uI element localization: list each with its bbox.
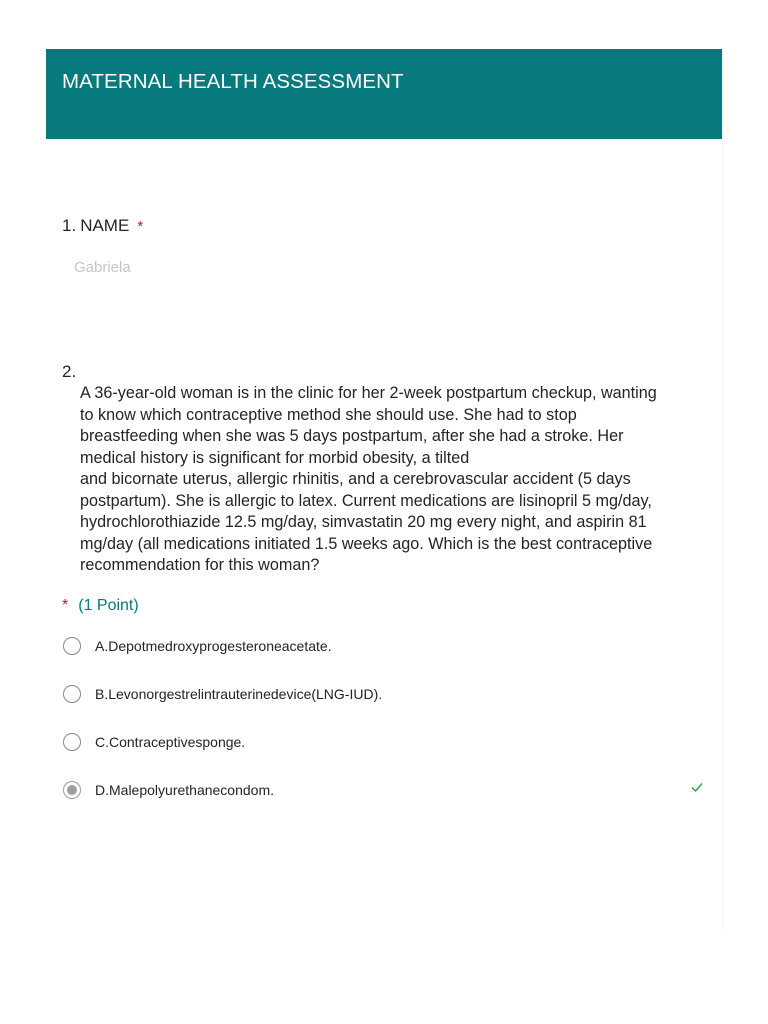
radio-button[interactable]: [63, 685, 81, 703]
question-2-text: A 36-year-old woman is in the clinic for her 2-week postpartum checkup, wanting to know which contraceptive method she should use. She had to stop breastfeeding when she was 5 days postpartum, after she had a stroke. Her medical history is significant for morbid obesity, a tilted and bicornate uterus, allergic rhinitis, and a cerebrovascular accident (5 days postpartum). She is allergic to latex. Current medications are lisinopril 5 mg/day, hydrochlorothiazide 12.5 mg/day, simvastatin 20 mg every night, and aspirin 81 mg/day (all medications initiated 1.5 weeks ago. Which is the best contraceptive recommendation for this woman?: [80, 384, 657, 574]
option-b-label: B.Levonorgestrelintrauterinedevice(LNG-IUD).: [95, 686, 383, 702]
required-asterisk: *: [62, 597, 69, 614]
name-answer-field[interactable]: [74, 259, 374, 276]
required-asterisk: *: [137, 218, 144, 235]
form-card: [46, 49, 723, 929]
question-1-title: [62, 216, 143, 236]
option-a[interactable]: [63, 637, 703, 659]
question-2-number: 2.: [62, 362, 77, 381]
form-title: MATERNAL HEALTH ASSESSMENT: [62, 70, 404, 93]
question-2-points-row: [62, 597, 139, 615]
question-1-number: 1.: [62, 216, 77, 235]
points-label: (1 Point): [78, 597, 139, 614]
radio-button-selected[interactable]: [63, 781, 81, 799]
check-icon: [689, 779, 705, 795]
option-d-label: D.Malepolyurethanecondom.: [95, 782, 274, 798]
option-b[interactable]: [63, 685, 703, 707]
option-d[interactable]: [63, 781, 703, 803]
option-a-label: A.Depotmedroxyprogesteroneacetate.: [95, 638, 332, 654]
radio-button[interactable]: [63, 733, 81, 751]
option-c-label: C.Contraceptivesponge.: [95, 734, 246, 750]
form-header: [46, 49, 722, 139]
option-c[interactable]: [63, 733, 703, 755]
question-1-label: NAME: [80, 216, 130, 235]
radio-button[interactable]: [63, 637, 81, 655]
